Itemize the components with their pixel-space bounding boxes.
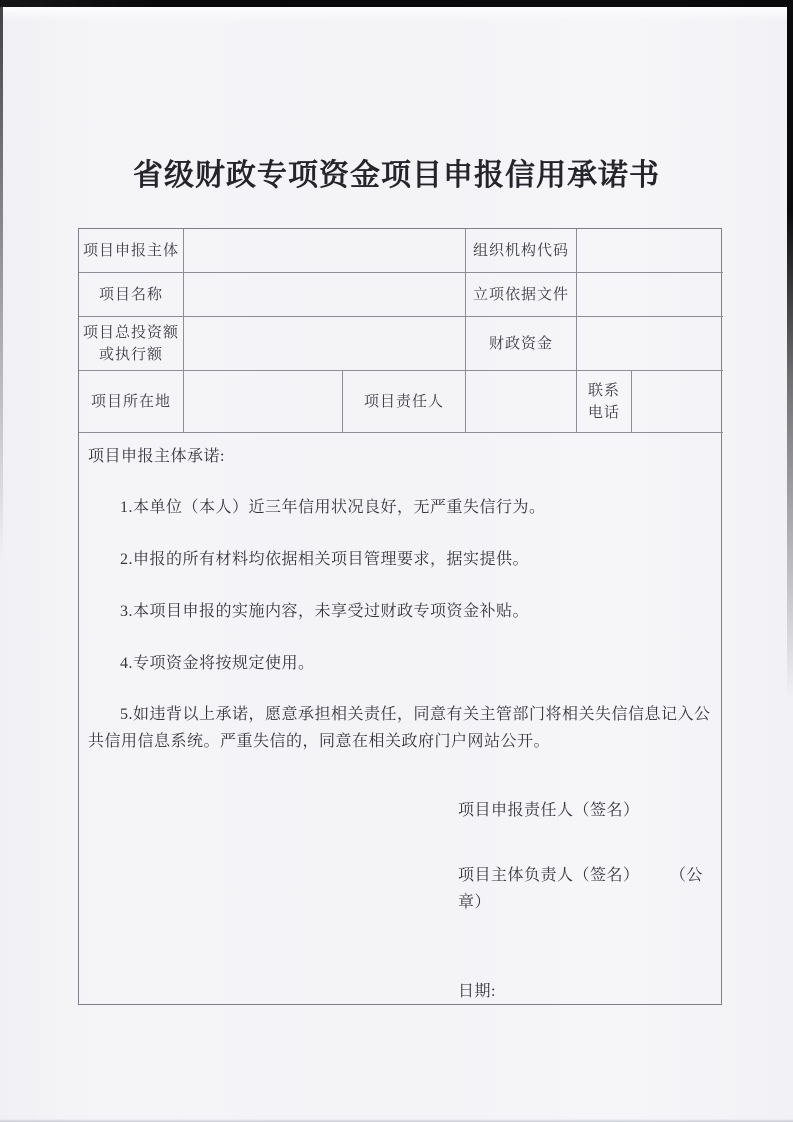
label-project-applicant: 项目申报主体 <box>79 229 184 273</box>
value-project-location <box>184 371 343 433</box>
official-seal-label: （公章） <box>458 867 703 911</box>
scan-edge-top-glow <box>0 7 793 21</box>
label-project-name: 项目名称 <box>79 273 184 317</box>
commitment-item-2: 2.申报的所有材料均依据相关项目管理要求，据实提供。 <box>120 551 530 568</box>
commitment-item-3: 3.本项目申报的实施内容，未享受过财政专项资金补贴。 <box>120 603 530 620</box>
commitment-item-4: 4.专项资金将按规定使用。 <box>120 655 315 672</box>
value-fiscal-funds <box>577 317 723 371</box>
label-contact-phone <box>577 371 632 433</box>
label-total-investment-line1: 项目总投资额 <box>82 324 179 341</box>
value-organization-code <box>577 229 723 273</box>
commitment-cell <box>79 433 723 1006</box>
value-project-applicant <box>184 229 466 273</box>
document-title: 省级财政专项资金项目申报信用承诺书 <box>133 159 660 192</box>
signature-line-principal <box>458 862 714 916</box>
scan-edge-left <box>0 0 3 560</box>
commitment-heading: 项目申报主体承诺: <box>88 448 225 465</box>
label-project-location: 项目所在地 <box>79 371 184 433</box>
label-contact-phone-line1: 联系 <box>587 382 620 399</box>
signature-line-applicant: 项目申报责任人（签名） <box>458 802 640 819</box>
scan-edge-right <box>787 0 793 700</box>
label-approval-document: 立项依据文件 <box>466 273 577 317</box>
value-contact-phone <box>632 371 723 433</box>
label-organization-code: 组织机构代码 <box>466 229 577 273</box>
scan-edge-top <box>0 0 793 7</box>
value-project-manager <box>466 371 577 433</box>
label-project-manager: 项目责任人 <box>343 371 466 433</box>
value-project-name <box>184 273 466 317</box>
application-form-table <box>78 228 722 1005</box>
commitment-item-5: 5.如违背以上承诺，愿意承担相关责任，同意有关主管部门将相关失信信息记入公共信用信息系统。严重失信的，同意在相关政府门户网站公开。 <box>88 706 711 750</box>
value-total-investment <box>184 317 466 371</box>
label-contact-phone-line2: 电话 <box>587 404 620 421</box>
label-total-investment-line2: 或执行额 <box>98 346 163 363</box>
commitment-item-1: 1.本单位（本人）近三年信用状况良好，无严重失信行为。 <box>120 499 546 516</box>
label-fiscal-funds: 财政资金 <box>466 317 577 371</box>
signature-line-principal-label: 项目主体负责人（签名） <box>458 867 640 884</box>
signature-block <box>458 797 714 1005</box>
date-label: 日期: <box>458 983 496 1000</box>
label-total-investment <box>79 317 184 371</box>
value-approval-document <box>577 273 723 317</box>
